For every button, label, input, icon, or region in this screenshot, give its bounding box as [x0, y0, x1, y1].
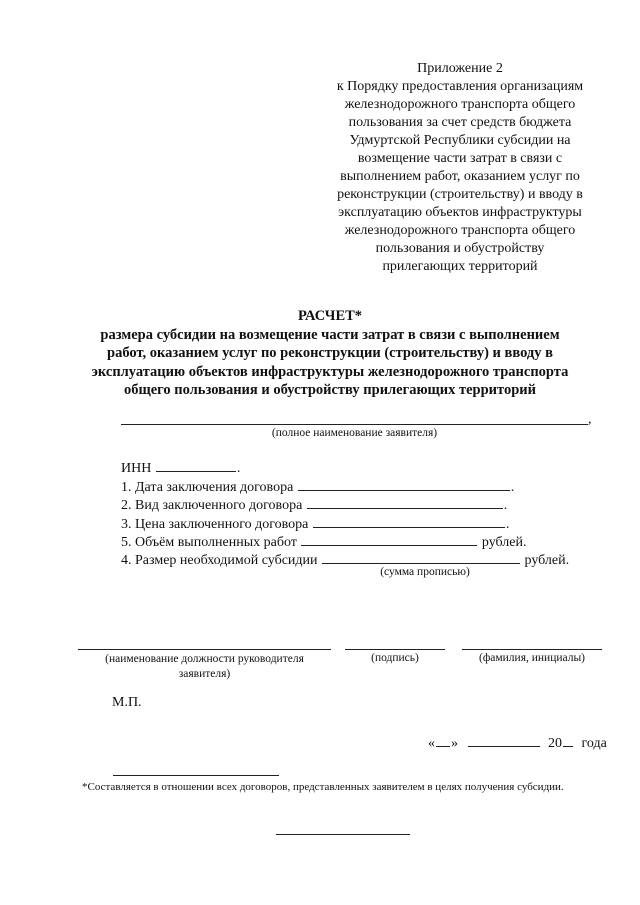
date-close-quote: »	[451, 736, 458, 751]
contract-type-row	[121, 495, 507, 515]
footnote-separator	[113, 775, 279, 776]
contract-type-end: .	[503, 498, 508, 513]
work-volume-end: рублей.	[481, 535, 527, 550]
contract-date-end: .	[510, 480, 515, 495]
contract-type-blank	[307, 495, 503, 509]
subsidy-size-label: 4. Размер необходимой субсидии	[121, 553, 318, 568]
year-blank	[563, 733, 573, 747]
position-caption	[78, 652, 331, 682]
applicant-name-line	[121, 424, 588, 425]
appendix-line: Приложение 2	[417, 61, 503, 76]
work-volume-blank	[301, 532, 477, 546]
end-rule	[276, 834, 410, 835]
year-suffix: года	[581, 736, 607, 751]
appendix-line: пользования и обустройству	[375, 241, 545, 256]
appendix-line: реконструкции (строительству) и вводу в	[337, 187, 583, 202]
title-line: размера субсидии на возмещение части затрат в связи с выполнением	[100, 326, 560, 343]
appendix-line: выполнением работ, оказанием услуг по	[340, 169, 580, 184]
name-caption: (фамилия, инициалы)	[478, 652, 586, 664]
inn-blank	[156, 458, 236, 472]
subsidy-size-blank	[322, 550, 520, 564]
day-blank	[436, 733, 450, 747]
contract-type-label: 2. Вид заключенного договора	[121, 498, 303, 513]
appendix-line: эксплуатацию объектов инфраструктуры	[338, 205, 582, 220]
appendix-line: Удмуртской Республики субсидии на	[349, 133, 571, 148]
document-title	[60, 307, 600, 400]
contract-date-label: 1. Дата заключения договора	[121, 480, 294, 495]
inn-row	[121, 458, 240, 478]
contract-price-row	[121, 514, 509, 534]
inn-end: .	[236, 461, 241, 476]
contract-price-end: .	[505, 517, 510, 532]
month-blank	[468, 733, 540, 747]
stamp-label: М.П.	[112, 695, 142, 710]
footnote: *Составляется в отношении всех договоров, представленных заявителем в целях получения субсидии.	[82, 781, 564, 793]
applicant-caption: (полное наименование заявителя)	[271, 427, 438, 439]
title-line: работ, оказанием услуг по реконструкции (строительству) и вводу в	[107, 345, 553, 361]
appendix-line: железнодорожного транспорта общего	[344, 97, 576, 112]
date-open-quote: «	[428, 736, 435, 751]
appendix-line: пользования за счет средств бюджета	[348, 115, 572, 130]
appendix-block	[310, 60, 610, 276]
work-volume-label: 5. Объём выполненных работ	[121, 535, 297, 550]
year-prefix: 20	[548, 736, 562, 751]
title-heading: РАСЧЕТ*	[297, 308, 363, 324]
appendix-line: прилегающих территорий	[382, 259, 538, 274]
appendix-line: железнодорожного транспорта общего	[344, 223, 576, 238]
appendix-line: возмещение части затрат в связи с	[357, 151, 563, 166]
name-line	[462, 649, 602, 650]
contract-date-blank	[298, 477, 510, 491]
position-caption-line: заявителя)	[178, 668, 231, 680]
title-line: общего пользования и обустройству прилегающих территорий	[123, 382, 536, 398]
work-volume-row	[121, 532, 526, 552]
subsidy-size-end: рублей.	[524, 553, 570, 568]
position-line	[78, 649, 331, 650]
signature-caption: (подпись)	[371, 652, 419, 664]
applicant-comma: ,	[588, 412, 592, 427]
position-caption-line: (наименование должности руководителя	[105, 653, 304, 665]
appendix-line: к Порядку предоставления организациям	[336, 79, 584, 94]
date-row	[428, 733, 607, 752]
sum-caption: (сумма прописью)	[380, 566, 470, 578]
signature-line	[345, 649, 445, 650]
inn-label: ИНН	[121, 461, 152, 476]
contract-price-label: 3. Цена заключенного договора	[121, 517, 309, 532]
contract-price-blank	[313, 514, 505, 528]
title-line: эксплуатацию объектов инфраструктуры железнодорожного транспорта	[91, 363, 569, 380]
contract-date-row	[121, 477, 514, 497]
